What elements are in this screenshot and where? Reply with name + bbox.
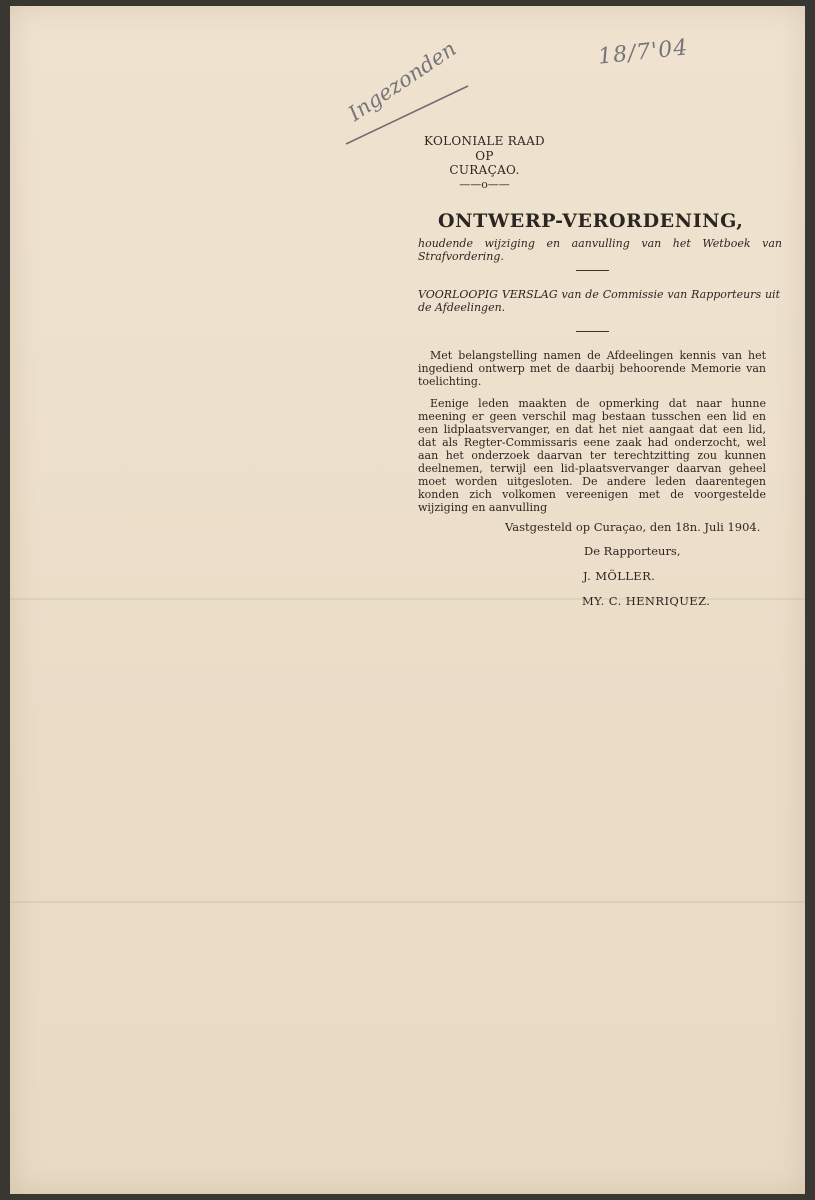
body-paragraph-1: Met belangstelling namen de Afdeelingen kennis van het ingediend ontwerp met de daarbij behoorende Memorie van toelichting. xyxy=(418,349,766,388)
signatory-name-1: J. MÖLLER. xyxy=(583,569,656,583)
paper-fold-line xyxy=(10,901,805,903)
signoff-role: De Rapporteurs, xyxy=(584,544,681,558)
council-header xyxy=(412,134,557,192)
document-title: ONTWERP-VERORDENING, xyxy=(438,210,744,232)
document-subtitle: houdende wijziging en aanvulling van het Wetboek van Strafvordering. xyxy=(418,237,782,263)
header-line: OP xyxy=(475,148,494,163)
header-line: CURAÇAO. xyxy=(449,163,520,177)
section-rule xyxy=(576,270,609,271)
report-heading xyxy=(418,288,780,314)
handwritten-date-note: 18/7'04 xyxy=(596,35,690,70)
section-rule xyxy=(576,331,609,332)
signatory-name-2: MY. C. HENRIQUEZ. xyxy=(582,594,711,608)
handwritten-word: Ingezonden xyxy=(344,36,461,126)
header-separator: ——o—— xyxy=(459,177,510,191)
report-heading-lead: VOORLOOPIG VERSLAG xyxy=(418,288,558,301)
report-heading-rest: van de Commissie van Rapporteurs uit de Afdeelingen. xyxy=(418,288,780,314)
signoff-date-line: Vastgesteld op Curaçao, den 18n. Juli 1904. xyxy=(505,520,761,534)
body-paragraph-2: Eenige leden maakten de opmerking dat naar hunne meening er geen verschil mag bestaan tusschen een lid en een lidplaatsvervanger, en dat het niet aangaat dat een lid, dat als Regter-Commissaris eene zaak had onderzocht, wel aan het onderzoek daarvan ter terechtzitting zou kunnen deelnemen, terwijl een lid-plaatsvervanger daarvan geheel moet worden uitgesloten. De andere leden daarentegen konden zich volkomen vereenigen met de voorgestelde wijziging en aanvulling xyxy=(418,397,766,514)
header-line: KOLONIALE RAAD xyxy=(424,134,545,148)
